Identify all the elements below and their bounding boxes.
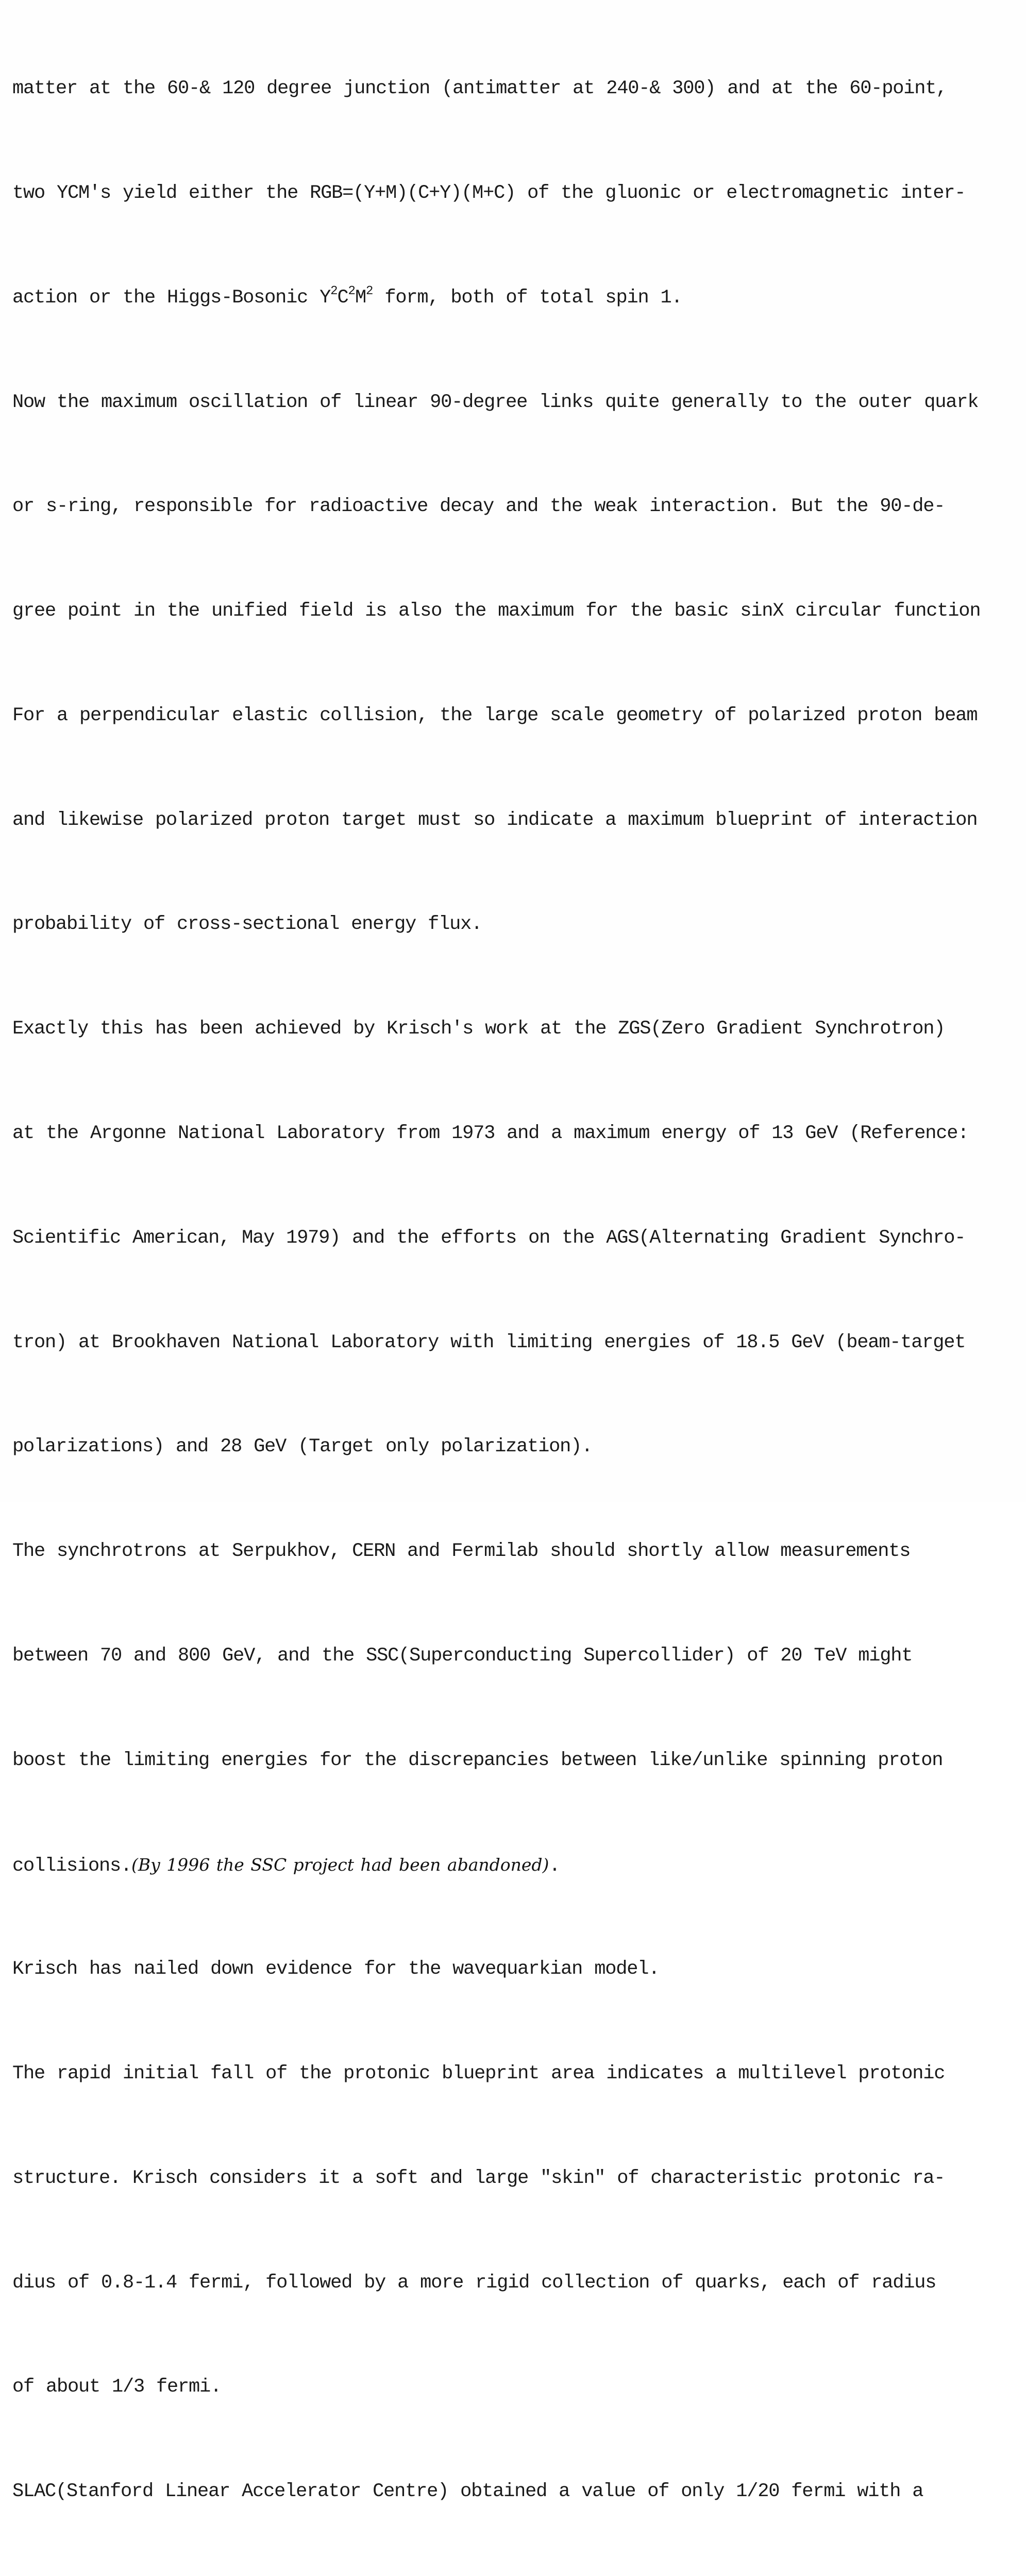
line-segment: action or the Higgs-Bosonic Y [12, 286, 331, 309]
text-line: and likewise polarized proton target must so indicate a maximum blueprint of interaction [12, 809, 978, 831]
line-segment: form, both of total spin 1. [373, 286, 682, 309]
superscript: 2 [365, 284, 373, 298]
line-segment: M [355, 286, 366, 309]
text-line: at the Argonne National Laboratory from 1973 and a maximum energy of 13 GeV (Reference: [12, 1123, 969, 1144]
line-segment: C [337, 286, 348, 309]
text-line: polarizations) and 28 GeV (Target only polarization). [12, 1436, 593, 1458]
text-line: between 70 and 800 GeV, and the SSC(Superconducting Supercollider) of 20 TeV might [12, 1645, 913, 1667]
superscript: 2 [330, 284, 338, 298]
text-line: The synchrotrons at Serpukhov, CERN and Fermilab should shortly allow measurements [12, 1540, 911, 1563]
text-line: matter at the 60-& 120 degree junction (antimatter at 240-& 300) and at the 60-point, [12, 78, 947, 100]
text-line: Now the maximum oscillation of linear 90-degree links quite generally to the outer quark [12, 391, 979, 413]
text-line: two YCM's yield either the RGB=(Y+M)(C+Y)(M+C) of the gluonic or electromagnetic inter- [12, 182, 966, 204]
line-segment: collisions. [12, 1855, 132, 1877]
text-line: Exactly this has been achieved by Krisch's work at the ZGS(Zero Gradient Synchrotron) [12, 1018, 945, 1040]
text-line: or s-ring, responsible for radioactive decay and the weak interaction. But the 90-de- [12, 496, 945, 518]
text-line: boost the limiting energies for the discrepancies between like/unlike spinning proton [12, 1749, 943, 1771]
text-line: SLAC(Stanford Linear Accelerator Centre) obtained a value of only 1/20 fermi with a [12, 2481, 923, 2503]
line-segment: . [549, 1855, 560, 1877]
text-line: of about 1/3 fermi. [12, 2376, 222, 2398]
text-line: gree point in the unified field is also the maximum for the basic sinX circular function [12, 600, 981, 622]
text-line: Scientific American, May 1979) and the efforts on the AGS(Alternating Gradient Synchro- [12, 1227, 966, 1249]
handwritten-annotation: (By 1996 the SSC project had been abandoned) [131, 1855, 549, 1875]
text-line: dius of 0.8-1.4 fermi, followed by a more rigid collection of quarks, each of radius [12, 2272, 936, 2294]
text-line-with-handwritten-note [12, 1848, 1023, 1883]
text-line: The rapid initial fall of the protonic blueprint area indicates a multilevel protonic [12, 2063, 945, 2085]
typed-text-body [12, 2, 1023, 2576]
text-line: For a perpendicular elastic collision, the large scale geometry of polarized proton beam [12, 704, 978, 726]
text-line: tron) at Brookhaven National Laboratory with limiting energies of 18.5 GeV (beam-target [12, 1331, 966, 1353]
text-line: structure. Krisch considers it a soft and large "skin" of characteristic protonic ra- [12, 2167, 945, 2189]
text-line: Krisch has nailed down evidence for the wavequarkian model. [12, 1958, 660, 1980]
text-line-with-superscripts [12, 281, 1023, 316]
text-line: probability of cross-sectional energy flux. [12, 913, 482, 936]
superscript: 2 [348, 284, 355, 298]
